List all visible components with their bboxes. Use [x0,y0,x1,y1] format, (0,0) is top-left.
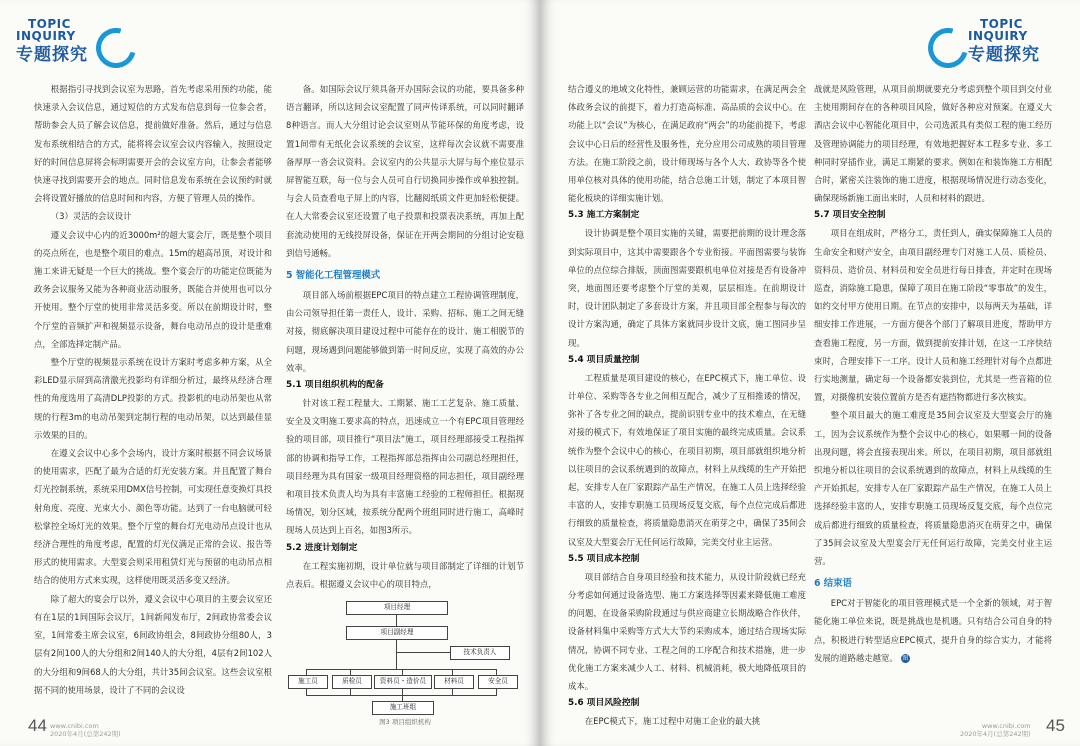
section-heading: 5 智能化工程管理模式 [286,270,381,282]
page-number-right: 45 [1046,716,1065,735]
paragraph: 工程质量是项目建设的核心，在EPC模式下，施工单位、设计单位、采购等各专业之间相互配合，减少了互相推诿的情况，弥补了各专业之间的缺点，提前识别专业中的技术难点，在无缝对接的模式下，有效地保证了项目实施的最终完成质量。会议系统作为整个会议中心的核心，在项目初期，项目部就组织地分析以往项目的会议系统遇到的故障点，材料上从线缆的生产开始把起，安排专人在厂家跟踪产品生产情况，在施工人员上选择经验丰富的人，安排专职施工员现场反复交底，每个点位完成后都进行细致的质量检查，将质量隐患消灭在萌芽之中，确保了35间会议室及大型宴会厅无任何运行故障，完美交付业主运营。 [568,372,806,547]
column-3 [568,80,806,731]
subsection-heading: 5.6 项目风险控制 [568,698,640,709]
subheading: （3）灵活的会议设计 [50,211,132,222]
end-mark-icon: 图 [902,654,909,662]
footer-right [960,722,1031,738]
org-node-tech: 技术负责人 [450,646,510,660]
org-node-worker: 质检员 [332,675,372,689]
figure-caption: 图3 项目组织机构 [379,718,431,727]
logo-line-3: 专题探究 [16,45,88,65]
paragraph: 结合遵义的地域文化特性，兼顾运营的功能需求，在满足两会全体政务会议的前提下，着力打造高标准、高品质的会议中心。在功能上以“会议”为核心，在满足政府“两会”的功能前提下，考虑会议中心日后的经营性及服务性，充分应用公司成熟的项目管理方法。在施工阶段之前，设计师现场与各个人大、政协等各个使用单位核对具体的使用功能，结合总施工计划，制定了本项目智能化板块的详细实施计划。 [568,84,806,204]
paragraph: 整个厅堂的视频显示系统在设计方案时考虑多种方案，从全彩LED显示屏到高清激光投影均有详细分析过，最终从经济合理性的角度选用了高清DLP投影的方式。投影机的电动吊架也从常规的行程3m的电动吊架到定制行程的电动吊架，以达到最佳显示效果的目的。 [34,357,272,440]
subsection-heading: 5.7 项目安全控制 [814,210,886,221]
org-node-deputy: 项目副经理 [346,626,448,640]
paragraph: 针对该工程工程量大、工期紧、施工工艺复杂、施工质量、安全及文明施工要求高的特点，迅速成立一个有EPC项目管理经验的项目部，项目推行“项目法”施工，项目经理部接受工程指挥部的协调和指导工作，工程指挥部总指挥由公司副总经理担任，项目经理为具有国家一级项目经理资格的同志担任，项目副经理和项目技术负责人均为具有丰富施工经验的工程师担任。根据现场情况，划分区域，按系统分配两个班组同时进行施工，高峰时现场人员达到上百名，如图3所示。 [286,398,524,536]
topic-inquiry-logo [12,14,152,72]
connector [396,652,450,653]
paragraph: 整个项目最大的施工难度是35间会议室及大型宴会厅的施工，因为会议系统作为整个会议中心的核心，如果哪一间的设备出现问题，将会直接表现出来。所以，在项目初期，项目部就组织地分析以往项目的会议系统遇到的故障点，材料上从线缆的生产开始抓起，安排专人在厂家跟踪产品生产情况，在施工人员上选择经验丰富的人，安排专职施工员现场反复交底，每个点位完成后都进行细致的质量检查，将质量隐患消灭在萌芽之中，确保了35间会议室及大型宴会厅无任何运行故障，完美交付业主运营。 [814,410,1052,567]
paragraph: 备。如国际会议厅须具备开办国际会议的功能，要具备多种语言翻译，所以这间会议室配置了同声传译系统，可以同时翻译8种语言。而人大分组讨论会议室则从节能环保的角度考虑，设置1间带有无纸化会议系统的会议室，这样每次会议就不需要准备厚厚一沓会议资料。会议室内的公共显示大屏与每个座位显示屏智能互联，每一位与会人员可自行切换同步操作或单独控制。与会人员查看电子屏上的内容，比翻阅纸质文件更加轻松便捷。在人大常委会议室还设置了电子投票和投票表决系统，再加上配套流动使用的无线投屏设备，保证在开两会期间的分组讨论安稳到信号通畅。 [286,84,524,258]
paragraph: 项目部结合自身项目经验和技术能力，从设计阶段就已经充分考虑如何通过设备选型、施工方案选择等因素来降低施工难度的问题，在设备采购阶段通过与供应商建立长期战略合作伙伴，设备材料集中采购等方式大大节约采购成本，通过结合现场实际情况，协调不同专业、工程之间的工序配合和技术措施，进一步优化施工方案来减少人工、材料、机械消耗，极大地降低项目的成本。 [568,571,806,692]
paragraph: 除了超大的宴会厅以外，遵义会议中心项目的主要会议室还有在1层的1间国际会议厅，1间新闻发布厅，2间政协常委会议室，1间常委主席会议室，6间政协组会，8间政协分组80人，3层有2间100人的大分组和2间140人的大分组，4层有2间102人的大分组和9间68人的大分组，共计35间会议室。这些会议室根据不同的使用场景，设计了不同的会议设 [34,593,272,695]
paragraph: 战就是风险管理，从项目前期就要充分考虑到整个项目到交付业主使用期间存在的各种项目风险，做好各种应对预案。在遵义大酒店会议中心智能化项目中，公司选派具有类似工程的施工经历及管理协调能力的项目经理，有效地把握好本工程多专业、多工种同时穿插作业，满足工期紧的要求。例如在和装饰施工方相配合时，紧密关注装饰的施工进度，根据现场情况进行动态变化，确保现场新施工面出来时，人员和材料的跟进。 [814,84,1052,204]
topic-inquiry-logo [928,14,1068,72]
connector [306,669,496,670]
logo-line-1: TOPIC [28,17,71,31]
subsection-heading: 5.2 进度计划制定 [286,542,358,553]
paragraph: 设计协调是整个项目实施的关键，需要把前期的设计理念落到实际项目中，这其中需要跟各个专业衔接。平面图需要与装饰单位的点位综合排版，顶面图需要跟机电单位对接是否有设备冲突，地面图还要考虑整个厅堂的美观，层层相连。在前期设计时，设计团队制定了多套设计方案，并且项目部全程参与每次的设计方案沟通，确定了具体方案就同步设计文底，施工图同步呈现。 [568,228,806,348]
connector [306,695,497,696]
org-node-worker: 材料员 [434,675,474,689]
connector [396,639,397,669]
paragraph: 在遵义会议中心多个会场内，设计方案时根据不同会议场景的使用需求，匹配了最为合适的灯光安装方案。并且配置了舞台灯光控制系统，系统采用DMX信号控制，可实现任意变换灯具投射角度、亮度、光束大小、颜色等功能。达到了一台电脑就可轻松掌控全场灯光的效果。整个厅堂的舞台灯光电动吊点设计也从经济合理性的角度考虑，配置的灯光仪满足正常的会议、报告等形式的使用需求。大型宴会则采用租赁灯光与预留的电动吊点相结合的使用方式来实现，这样使用既灵活多变又经济。 [34,448,272,586]
connector [496,688,497,695]
logo-ring-icon [89,21,144,76]
footer-url: www.cnibi.com [50,722,99,730]
paragraph: 在工程实施初期，设计单位就与项目部制定了详细的计划节点表后。根据遵义会议中心的项目特点， [286,560,524,589]
org-chart [286,597,524,727]
footer-left [50,722,121,738]
org-node-team: 施工班组 [372,701,434,715]
org-node-worker: 施工员 [288,675,328,689]
column-1 [34,80,272,699]
footer-issue: 2020年4月(总第242期) [960,730,1031,738]
subsection-heading: 5.4 项目质量控制 [568,354,640,365]
paragraph: 在EPC模式下，施工过程中对施工企业的最大挑 [584,716,761,727]
org-node-worker: 安全员 [478,675,518,689]
section-heading: 6 结束语 [814,578,852,590]
paragraph-text: EPC对于智能化的项目管理模式是一个全新的领域，对于智能化施工单位来说，既是挑战也是机遇。只有结合公司自身的特点，积极进行转型适应EPC模式，提升自身的综合实力，才能将发展的道路越走越宽。 [814,598,1052,663]
connector [350,688,351,695]
logo-line-2: INQUIRY [968,29,1028,43]
paragraph: 遵义会议中心内的近3000m²的超大宴会厅，既是整个项目的亮点所在，也是整个项目的难点。15m的超高吊顶，对设计和施工来讲无疑是一个巨大的挑战。整个宴会厅的功能定位既能为政务会议服务又能为各种商业活动服务，既能合并使用也可以分开使用。整个厅堂的使用非常灵活多变。所以在前期设计时，整个厅堂的音频扩声和视频显示设备，舞台电动吊点的设计是重难点，全部选择定制产品。 [34,229,272,349]
logo-line-2: INQUIRY [16,29,76,43]
paragraph: 根据指引寻找到会议室为思路，首先考虑采用预约功能，能快速录入会议信息，通过短信的方式发布信息到每一位参会者，帮助参会人员了解会议信息，提前做好准备。然后，通过与信息发布系统相结合的方式，能将将会议室会议内容输入，按照设定好的时间信息屏将会标明需要开会的会议室方向，让参会者能够快速寻找到需要开会的地点。同时信息发布系统在会议预约时就会将设置好播放的信息时间和内容，方便了管理人员的操作。 [34,84,272,204]
org-node-pm: 项目经理 [346,601,448,615]
subsection-heading: 5.5 项目成本控制 [568,553,640,564]
page-number-left: 44 [28,716,47,735]
right-page [540,0,1080,746]
column-2 [286,80,524,727]
footer-url: www.cnibi.com [981,722,1031,730]
connector [396,614,397,626]
footer-issue: 2020年4月(总第242期) [50,730,121,738]
column-4 [814,80,1052,667]
subsection-heading: 5.3 施工方案制定 [568,210,640,221]
paragraph-conclusion [814,594,1052,667]
logo-line-3: 专题探究 [968,45,1040,65]
paragraph: 项目在组成时，严格分工，责任到人，确实保障施工人员的生命安全和财产安全，由项目副经理专门对施工人员、质检员、资料员、造价员、材料员和安全员进行每日排查，并定时在现场巡查，消除施工隐患，保障了项目在施工阶段“零事故”的发生，如约交付甲方使用日期。在节点的安排中，以每两天为基础，详细安排工作进展，一方面方便各个部门了解项目进度，帮助甲方查看施工程度，另一方面，做到提前安排计划，在这一工序快结束时，合理安排下一工序。设计人员和施工经理针对每个点都进行实地测量，确定每一个设备都安装到位，尤其是一些音箱的位置，对摄像机安装位置前方是否有遮挡物都进行多次核实。 [814,228,1052,403]
org-node-worker: 资料员・造价员 [374,675,432,689]
connector [452,688,453,695]
logo-line-1: TOPIC [980,17,1023,31]
paragraph: 项目部入场前根据EPC项目的特点建立工程协调管理制度，由公司领导担任第一责任人，设计、采购、招标、施工之间无缝对接，彻底解决项目建设过程中可能存在的设计、施工相脱节的问题，现场遇到问题能够做到第一时间反应，实现了高效的办公效率。 [286,290,524,373]
subsection-heading: 5.1 项目组织机构的配备 [286,380,384,391]
connector [306,688,307,695]
